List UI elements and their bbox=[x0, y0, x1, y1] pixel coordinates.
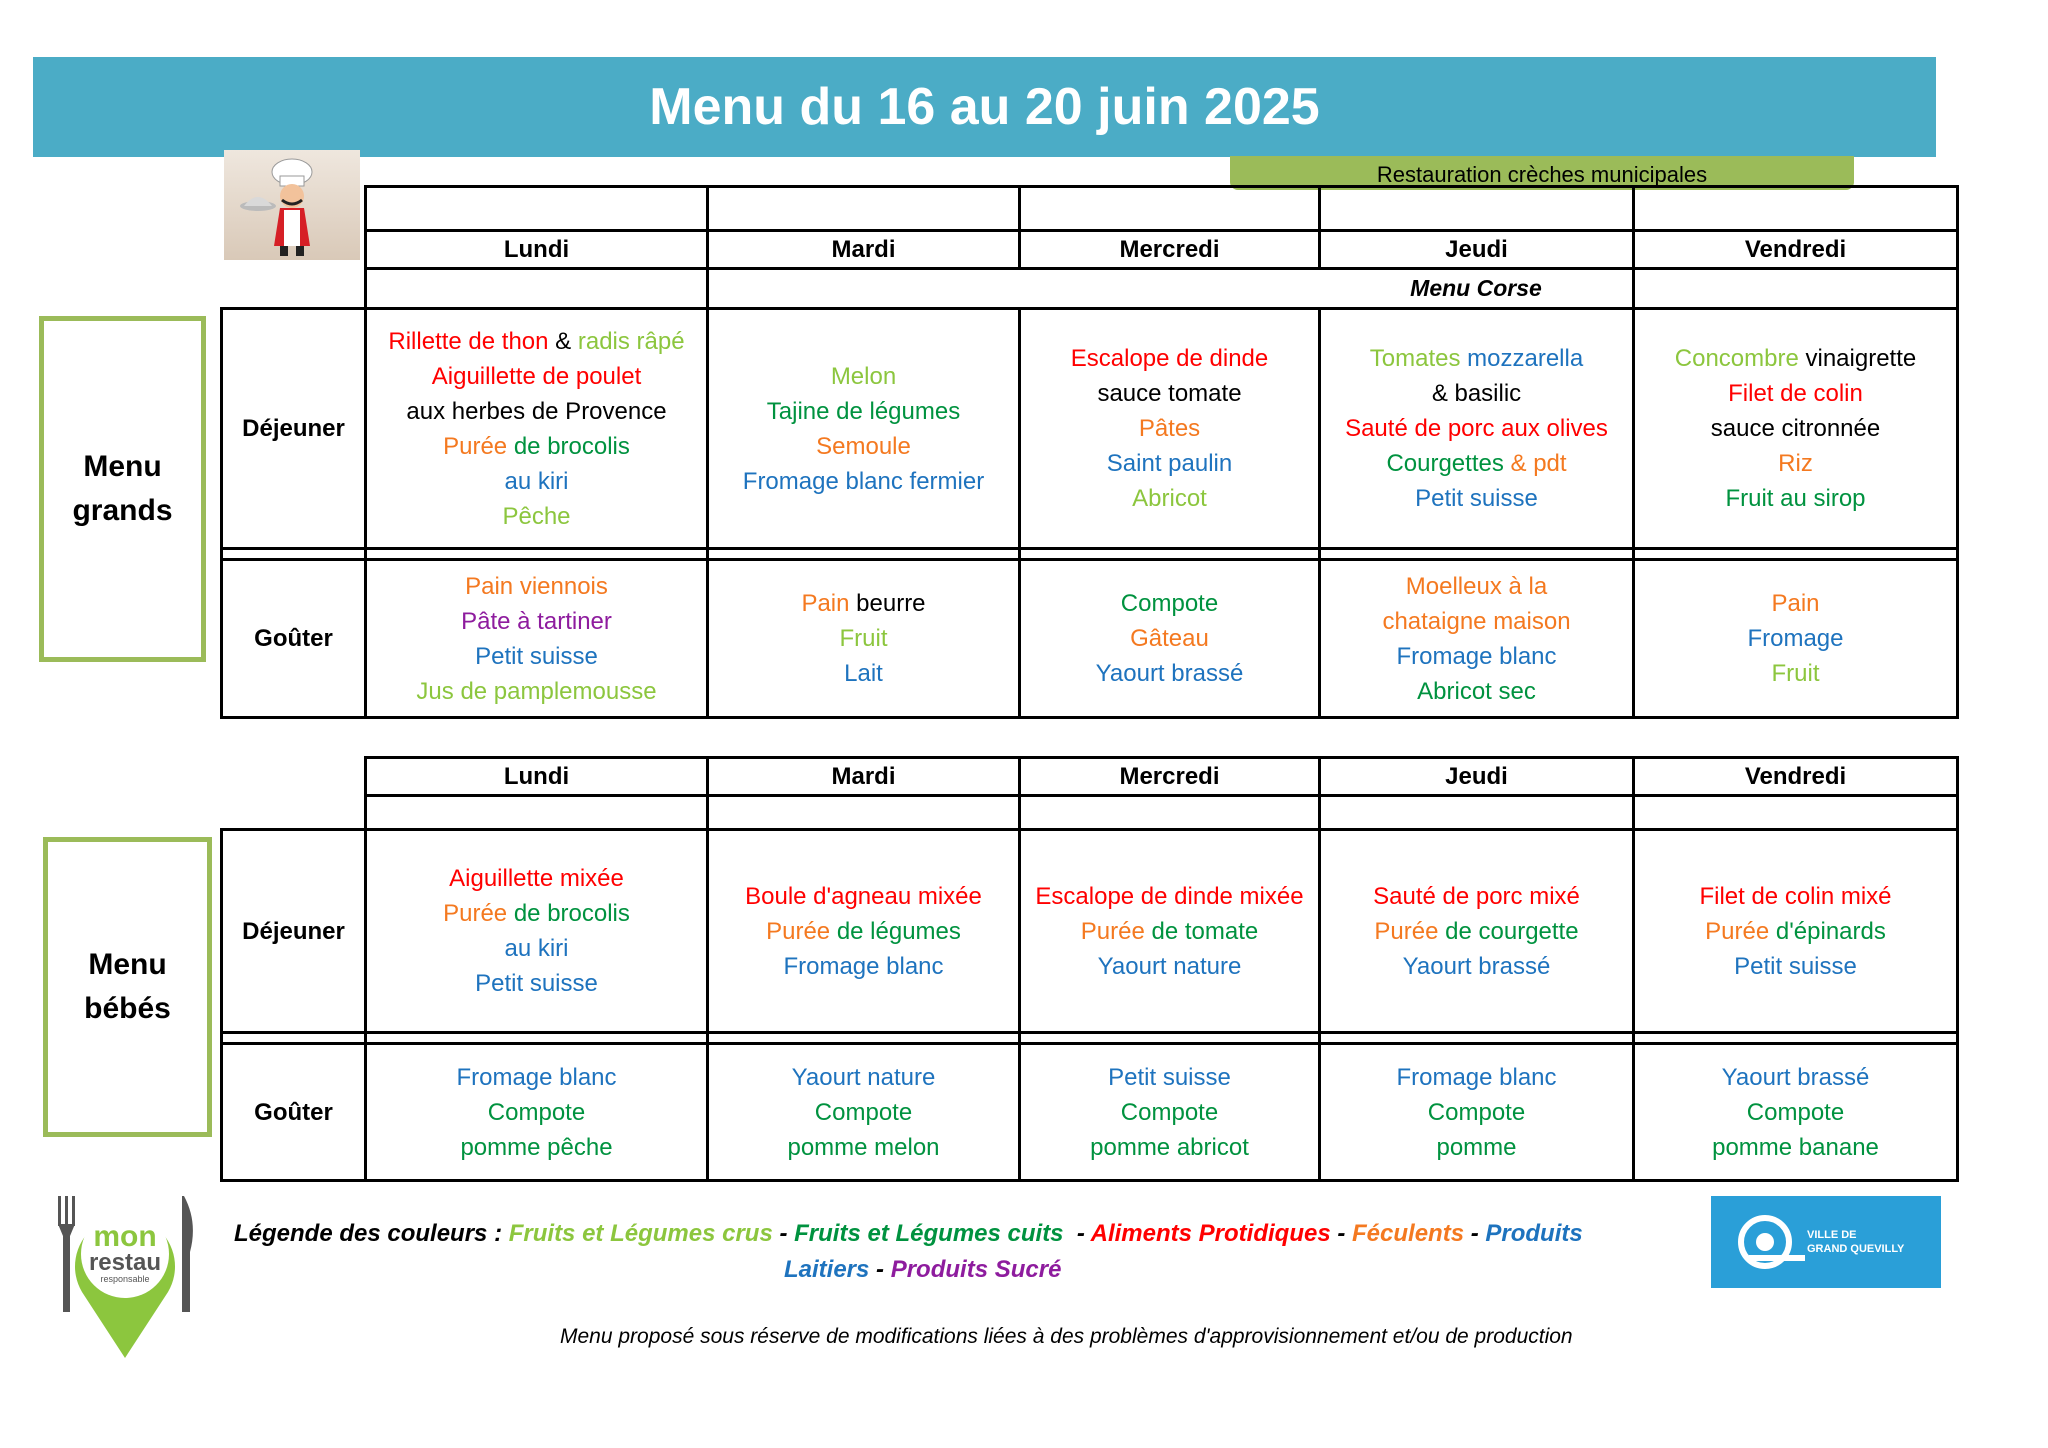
menu-item-text: beurre bbox=[856, 590, 926, 617]
menu-item-text: Petit suisse bbox=[1108, 1063, 1231, 1091]
menu-line bbox=[1635, 341, 1956, 376]
menu-item-text: de courgette bbox=[1445, 917, 1579, 945]
menu-item-text: Yaourt brassé bbox=[1095, 660, 1244, 687]
mon-restau-logo bbox=[52, 1192, 202, 1362]
legend-segment: Fruits et Légumes cuits bbox=[794, 1220, 1071, 1247]
menu-line bbox=[709, 914, 1018, 949]
legend-segment: Fruits et Légumes crus bbox=[508, 1220, 773, 1247]
menu-item-text: Filet de colin bbox=[1728, 380, 1863, 407]
menu-line bbox=[1021, 914, 1318, 949]
menu-cell bbox=[1634, 309, 1958, 549]
menu-line bbox=[1321, 376, 1632, 411]
menu-line bbox=[1021, 949, 1318, 984]
legend-segment: Féculents bbox=[1352, 1220, 1465, 1247]
menu-cell bbox=[1320, 560, 1634, 718]
menu-item-text: Purée bbox=[443, 432, 514, 460]
menu-item-text: Boule d'agneau mixée bbox=[745, 882, 982, 910]
menu-item-text: Melon bbox=[830, 362, 897, 390]
menu-item-text: pomme pêche bbox=[460, 1133, 613, 1161]
menu-line bbox=[709, 359, 1018, 394]
day-header: Vendredi bbox=[1634, 231, 1958, 269]
menu-item-text: Fromage blanc bbox=[1396, 642, 1557, 670]
menu-line bbox=[709, 586, 1018, 621]
menu-cell bbox=[1634, 560, 1958, 718]
day-header: Mercredi bbox=[1020, 758, 1320, 796]
logo-responsable: responsable bbox=[100, 1274, 150, 1284]
menu-grands-box bbox=[39, 316, 206, 662]
menu-line bbox=[709, 1095, 1018, 1130]
legend-segment: Produits Sucré bbox=[890, 1256, 1062, 1283]
menu-line bbox=[1321, 446, 1632, 481]
menu-item-text: Compote bbox=[1427, 1098, 1526, 1126]
menu-item-text: Lait bbox=[844, 660, 883, 687]
menu-cell bbox=[1020, 1044, 1320, 1181]
menu-grands-label-1: Menu bbox=[83, 450, 162, 483]
menu-line bbox=[1021, 1095, 1318, 1130]
menu-item-text: radis râpé bbox=[577, 327, 685, 355]
special-note: Menu Corse bbox=[1410, 275, 1542, 301]
menu-line bbox=[1021, 656, 1318, 691]
legend-segment: - bbox=[1464, 1220, 1486, 1247]
menu-line bbox=[709, 1060, 1018, 1095]
menu-line bbox=[1321, 1060, 1632, 1095]
day-header: Mercredi bbox=[1020, 231, 1320, 269]
menu-grands-table bbox=[220, 185, 1959, 719]
row-label: Déjeuner bbox=[222, 309, 366, 549]
menu-item-text: Compote bbox=[1120, 1098, 1219, 1126]
menu-item-text: Sauté de porc mixé bbox=[1373, 882, 1580, 910]
menu-line bbox=[1635, 586, 1956, 621]
menu-item-text: sauce citronnée bbox=[1710, 415, 1881, 442]
menu-item-text: Yaourt nature bbox=[1097, 952, 1242, 980]
menu-item-text: Petit suisse bbox=[1734, 952, 1857, 980]
menu-item-text: Purée bbox=[443, 900, 514, 927]
menu-cell bbox=[1634, 830, 1958, 1033]
menu-bebes-table bbox=[220, 756, 1959, 1182]
menu-bebes-label-2: bébés bbox=[84, 992, 171, 1025]
menu-line bbox=[1321, 341, 1632, 376]
menu-line bbox=[367, 861, 706, 896]
menu-item-text: pomme melon bbox=[787, 1133, 940, 1161]
logo-mon: mon bbox=[93, 1220, 157, 1253]
menu-line bbox=[1635, 914, 1956, 949]
menu-cell bbox=[366, 830, 708, 1033]
menu-item-text: Gâteau bbox=[1130, 625, 1209, 652]
menu-line bbox=[367, 569, 706, 604]
menu-line bbox=[1021, 1060, 1318, 1095]
menu-cell bbox=[708, 830, 1020, 1033]
menu-line bbox=[1321, 569, 1632, 604]
legend-segment: - bbox=[869, 1256, 891, 1283]
menu-line bbox=[367, 966, 706, 1001]
logo-grand-quevilly: GRAND QUEVILLY bbox=[1807, 1243, 1905, 1255]
grand-quevilly-logo bbox=[1711, 1196, 1941, 1288]
menu-line bbox=[367, 1095, 706, 1130]
menu-item-text: & basilic bbox=[1431, 380, 1522, 407]
day-header: Lundi bbox=[366, 231, 708, 269]
legend-segment: Produits bbox=[1485, 1220, 1583, 1247]
menu-line bbox=[367, 1130, 706, 1165]
menu-item-text: Yaourt nature bbox=[791, 1063, 936, 1091]
menu-cell bbox=[1320, 1044, 1634, 1181]
menu-item-text: Pain bbox=[1771, 590, 1820, 617]
menu-cell bbox=[1320, 309, 1634, 549]
grands-gouter-row bbox=[222, 560, 1958, 718]
menu-item-text: Jus de pamplemousse bbox=[416, 677, 657, 705]
menu-item-text: vinaigrette bbox=[1805, 345, 1917, 372]
menu-line bbox=[1635, 1060, 1956, 1095]
menu-line bbox=[709, 879, 1018, 914]
menu-item-text: & bbox=[555, 327, 578, 355]
menu-line bbox=[709, 464, 1018, 499]
menu-item-text: Aiguillette de poulet bbox=[431, 362, 642, 390]
menu-line bbox=[367, 931, 706, 966]
menu-line bbox=[1635, 656, 1956, 691]
menu-item-text: Pâtes bbox=[1138, 415, 1201, 442]
menu-item-text: de légumes bbox=[836, 917, 961, 945]
menu-line bbox=[367, 464, 706, 499]
menu-line bbox=[1021, 376, 1318, 411]
menu-item-text: Saint paulin bbox=[1106, 450, 1233, 477]
menu-line bbox=[1635, 446, 1956, 481]
menu-line bbox=[1635, 879, 1956, 914]
menu-item-text: Petit suisse bbox=[475, 970, 598, 997]
subtitle-text: Restauration crèches municipales bbox=[1376, 162, 1708, 187]
day-header: Mardi bbox=[708, 758, 1020, 796]
menu-item-text: sauce tomate bbox=[1097, 380, 1242, 407]
menu-cell bbox=[366, 560, 708, 718]
menu-item-text: Pâte à tartiner bbox=[461, 607, 612, 635]
days-header-row bbox=[222, 231, 1958, 269]
menu-line bbox=[1321, 914, 1632, 949]
menu-item-text: Abricot bbox=[1132, 485, 1207, 512]
day-header: Lundi bbox=[366, 758, 708, 796]
menu-line bbox=[367, 1060, 706, 1095]
menu-item-text: de tomate bbox=[1151, 917, 1259, 945]
menu-item-text: Fromage blanc bbox=[456, 1063, 617, 1091]
day-header: Jeudi bbox=[1320, 231, 1634, 269]
menu-line bbox=[709, 949, 1018, 984]
menu-item-text: Compote bbox=[487, 1098, 586, 1126]
menu-line bbox=[709, 429, 1018, 464]
row-label: Goûter bbox=[222, 560, 366, 718]
menu-line bbox=[1321, 1130, 1632, 1165]
logo-ville-de: VILLE DE bbox=[1807, 1229, 1857, 1241]
menu-item-text: pomme banane bbox=[1712, 1133, 1879, 1161]
menu-item-text: au kiri bbox=[504, 467, 569, 495]
menu-item-text: Compote bbox=[1120, 590, 1219, 617]
day-header: Vendredi bbox=[1634, 758, 1958, 796]
menu-item-text: Fromage blanc fermier bbox=[742, 467, 985, 495]
menu-cell bbox=[366, 1044, 708, 1181]
menu-cell bbox=[708, 309, 1020, 549]
menu-line bbox=[367, 324, 706, 359]
menu-line bbox=[1321, 674, 1632, 709]
menu-cell bbox=[708, 1044, 1020, 1181]
menu-item-text: Tajine de légumes bbox=[766, 397, 961, 425]
menu-line bbox=[367, 359, 706, 394]
menu-item-text: Yaourt brassé bbox=[1721, 1063, 1870, 1091]
day-header: Mardi bbox=[708, 231, 1020, 269]
menu-item-text: Compote bbox=[1746, 1098, 1845, 1126]
menu-line bbox=[709, 394, 1018, 429]
menu-item-text: au kiri bbox=[504, 935, 569, 962]
menu-item-text: pomme abricot bbox=[1090, 1133, 1249, 1161]
menu-line bbox=[367, 896, 706, 931]
menu-line bbox=[1635, 481, 1956, 516]
menu-line bbox=[367, 674, 706, 709]
menu-item-text: Purée bbox=[1080, 917, 1152, 945]
menu-cell bbox=[366, 309, 708, 549]
menu-cell bbox=[1020, 830, 1320, 1033]
menu-item-text: Fruit bbox=[839, 625, 888, 652]
menu-item-text: Pain viennois bbox=[465, 572, 608, 600]
menu-line bbox=[367, 499, 706, 534]
menu-line bbox=[1321, 879, 1632, 914]
bebes-dejeuner-row bbox=[222, 830, 1958, 1033]
menu-item-text: Petit suisse bbox=[475, 642, 598, 670]
legend-segment: Aliments Protidiques bbox=[1090, 1220, 1331, 1247]
menu-line bbox=[1021, 879, 1318, 914]
menu-item-text: mozzarella bbox=[1467, 345, 1584, 372]
page-title: Menu du 16 au 20 juin 2025 bbox=[649, 78, 1320, 136]
legend-segment: - bbox=[1070, 1220, 1091, 1247]
menu-line bbox=[709, 621, 1018, 656]
menu-line bbox=[1321, 1095, 1632, 1130]
menu-item-text: Escalope de dinde mixée bbox=[1035, 882, 1304, 910]
menu-item-text: Sauté de porc aux olives bbox=[1345, 415, 1608, 442]
menu-item-text: aux herbes de Provence bbox=[406, 397, 667, 425]
menu-item-text: Abricot sec bbox=[1417, 677, 1536, 705]
row-label: Goûter bbox=[222, 1044, 366, 1181]
menu-item-text: Semoule bbox=[816, 432, 911, 460]
menu-item-text: Escalope de dinde bbox=[1070, 345, 1269, 372]
menu-line bbox=[1321, 639, 1632, 674]
menu-item-text: Fromage bbox=[1747, 625, 1844, 652]
menu-line bbox=[1635, 621, 1956, 656]
disclaimer: Menu proposé sous réserve de modifications liées à des problèmes d'approvisionnement et/ou de production bbox=[560, 1325, 1573, 1348]
legend-segment: - bbox=[772, 1220, 795, 1247]
menu-item-text: Riz bbox=[1778, 450, 1813, 477]
logo-restau: restau bbox=[88, 1249, 162, 1276]
menu-line bbox=[1021, 481, 1318, 516]
menu-bebes-label-1: Menu bbox=[88, 948, 167, 981]
menu-line bbox=[1321, 604, 1632, 639]
menu-item-text: Petit suisse bbox=[1415, 485, 1538, 512]
menu-item-text: de brocolis bbox=[513, 900, 630, 927]
legend-segment: Légende des couleurs : bbox=[234, 1220, 509, 1247]
menu-item-text: Fruit bbox=[1771, 660, 1820, 687]
menu-line bbox=[367, 429, 706, 464]
menu-line bbox=[1021, 446, 1318, 481]
legend-line-1 bbox=[234, 1216, 1634, 1252]
menu-item-text: Concombre bbox=[1674, 345, 1806, 372]
menu-item-text: d'épinards bbox=[1775, 917, 1886, 945]
menu-item-text: pomme bbox=[1436, 1133, 1517, 1161]
menu-item-text: chataigne maison bbox=[1382, 607, 1571, 635]
menu-item-text: Tomates bbox=[1369, 345, 1468, 372]
menu-line bbox=[1635, 1130, 1956, 1165]
menu-item-text: Pain bbox=[801, 590, 857, 617]
menu-item-text: Courgettes bbox=[1386, 450, 1511, 477]
menu-item-text: Compote bbox=[814, 1098, 913, 1126]
legend-segment: - bbox=[1330, 1220, 1353, 1247]
menu-item-text: Fromage blanc bbox=[783, 952, 944, 980]
menu-bebes-box bbox=[43, 837, 212, 1137]
menu-item-text: Purée bbox=[766, 917, 837, 945]
menu-line bbox=[1321, 481, 1632, 516]
menu-cell bbox=[1634, 1044, 1958, 1181]
menu-line bbox=[367, 639, 706, 674]
menu-line bbox=[1021, 411, 1318, 446]
menu-line bbox=[1021, 341, 1318, 376]
menu-grands-label-2: grands bbox=[72, 494, 173, 527]
menu-line bbox=[1635, 376, 1956, 411]
row-label: Déjeuner bbox=[222, 830, 366, 1033]
menu-line bbox=[367, 604, 706, 639]
menu-cell bbox=[1020, 309, 1320, 549]
menu-item-text: Yaourt brassé bbox=[1402, 952, 1551, 980]
menu-cell bbox=[1320, 830, 1634, 1033]
day-header: Jeudi bbox=[1320, 758, 1634, 796]
color-legend bbox=[234, 1216, 1634, 1288]
menu-line bbox=[367, 394, 706, 429]
menu-line bbox=[1635, 1095, 1956, 1130]
menu-line bbox=[709, 1130, 1018, 1165]
menu-line bbox=[1021, 586, 1318, 621]
menu-cell bbox=[1020, 560, 1320, 718]
menu-line bbox=[709, 656, 1018, 691]
menu-item-text: Aiguillette mixée bbox=[449, 865, 624, 892]
menu-line bbox=[1021, 1130, 1318, 1165]
days-header-row bbox=[222, 758, 1958, 796]
menu-item-text: Filet de colin mixé bbox=[1699, 882, 1892, 910]
legend-segment: Laitiers bbox=[784, 1256, 870, 1283]
menu-item-text: Purée bbox=[1374, 917, 1446, 945]
menu-item-text: Pêche bbox=[502, 502, 571, 530]
menu-item-text: Rillette de thon bbox=[388, 327, 556, 355]
menu-item-text: Fruit au sirop bbox=[1725, 485, 1866, 512]
city-logo-icon bbox=[1729, 1207, 1807, 1277]
title-banner bbox=[33, 57, 1936, 157]
menu-line bbox=[1321, 411, 1632, 446]
bebes-gouter-row bbox=[222, 1044, 1958, 1181]
menu-item-text: Moelleux à la bbox=[1405, 572, 1548, 600]
menu-line bbox=[1321, 949, 1632, 984]
menu-cell bbox=[708, 560, 1020, 718]
grands-dejeuner-row bbox=[222, 309, 1958, 549]
menu-line bbox=[1635, 411, 1956, 446]
legend-line-2 bbox=[234, 1252, 1634, 1288]
menu-line bbox=[1635, 949, 1956, 984]
menu-item-text: de brocolis bbox=[513, 432, 630, 460]
menu-line bbox=[1021, 621, 1318, 656]
menu-item-text: & pdt bbox=[1510, 450, 1567, 477]
menu-item-text: Purée bbox=[1705, 917, 1776, 945]
menu-item-text: Fromage blanc bbox=[1396, 1063, 1557, 1091]
